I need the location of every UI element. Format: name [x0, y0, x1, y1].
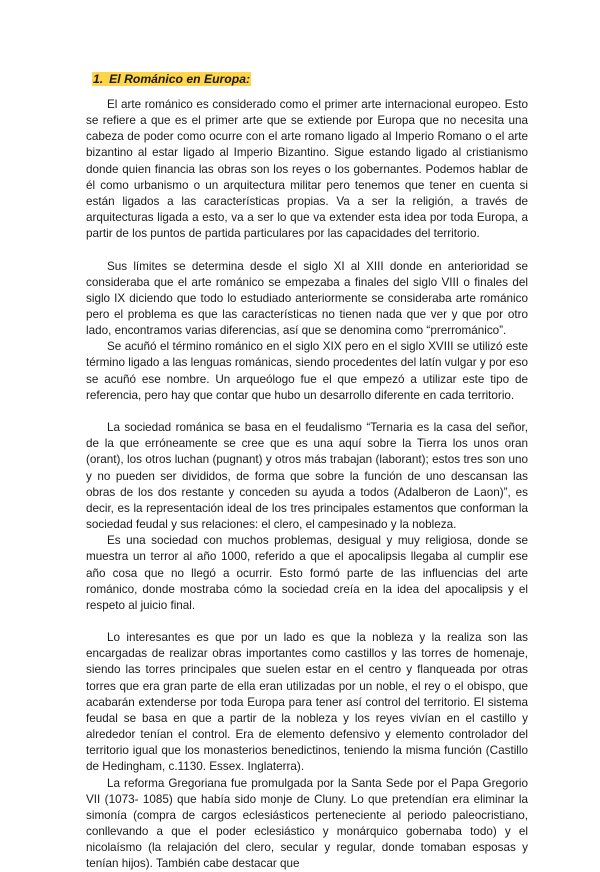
body-text [86, 97, 528, 872]
section-number: 1. [93, 72, 104, 86]
paragraph-term: Se acuñó el término románico en el siglo XIX pero en el siglo XVIII se utilizó este término ligado a las lenguas románicas, siendo procedentes del latín vulgar y por eso se acuñó ese nombre. Un arqueólogo fue el que empezó a utilizar este tipo de referencia, pero hay que contar que hubo un desarrollo diferente en cada territorio. [86, 340, 528, 402]
paragraph-nobility: Lo interesantes es que por un lado es que la nobleza y la realiza son las encargadas de realizar obras importantes como castillos y las torres de homenaje, siendo las torres principales que suelen estar en el centro y flanqueada por otras torres que era gran parte de ella eran utilizadas por un noble, el rey o el obispo, que acabarán extenderse por toda Europa para tener así control del territorio. El sistema feudal se basa en que a partir de la nobleza y los reyes vivían en el castillo y alrededor tenían el control. Era de elemento defensivo y elemento controlador del territorio igual que los monasterios benedictinos, teniendo la misma función (Castillo de Hedingham, c.1130. Essex. Inglaterra). [86, 631, 528, 774]
section-heading-highlight [92, 72, 251, 86]
paragraph-society: La sociedad románica se basa en el feudalismo “Ternaria es la casa del señor, de la que erróneamente se cree que es una aquí sobre la Tierra los unos oran (orant), los otros luchan (pugnant) y otros más trabajan (laborant); estos tres son uno y no pueden ser divididos, de forma que sobre la función de uno descansan las obras de los dos restante y conceden su ayuda a todos (Adalberon de Laon)”, es decir, es la representación ideal de los tres principales estamentos que conforman la sociedad feudal y sus relaciones: el clero, el campesinado y la nobleza. [86, 421, 528, 532]
section-heading [92, 71, 251, 87]
section-title: El Románico en Europa: [109, 72, 251, 86]
paragraph-intro: El arte románico es considerado como el primer arte internacional europeo. Esto se refiere a que es el primer arte que se extiende por Europa que no necesita una cabeza de poder como ocurre con el arte romano ligado al Imperio Romano o el arte bizantino al estar ligado al Imperio Bizantino. Sigue estando ligado al cristianismo donde quien financia las obras son los reyes o los gobernantes. Podemos hablar de él como urbanismo o un arquitectura militar pero tenemos que tener en cuenta si están ligados a las características propias. Va a ser la religión, a través de arquitecturas ligada a esto, va a ser lo que va extender esta idea por toda Europa, a partir de los puntos de partida particulares por las capacidades del territorio. [86, 98, 528, 241]
paragraph-gregorian-reform: La reforma Gregoriana fue promulgada por la Santa Sede por el Papa Gregorio VII (1073- 1085) que había sido monje de Cluny. Lo que pretendían era eliminar la simonía (compra de cargos eclesiásticos perteneciente al periodo paleocristiano, conllevando a que el poder eclesiástico y monárquico gobernaba todo) y el nicolaísmo (la relajación del clero, secular y regular, donde tomaban esposas y tenían hijos). También cabe destacar que [86, 776, 528, 871]
paragraph-apocalypse: Es una sociedad con muchos problemas, desigual y muy religiosa, donde se muestra un terror al año 1000, referido a que el apocalipsis llegaba al cumplir ese año cosa que no llegó a ocurrir. Esto formó parte de las influencias del arte románico, donde mostraba cómo la sociedad creía en la idea del apocalipsis y el respeto al juicio final. [86, 534, 528, 612]
paragraph-limits: Sus límites se determina desde el siglo XI al XIII donde en anterioridad se consideraba que el arte románico se empezaba a finales del siglo VIII o finales del siglo IX diciendo que todo lo estudiado anteriormente se consideraba arte románico pero el problema es que las características no tienen nada que ver y que por otro lado, encontramos varias diferencias, así que se denomina como “prerrománico”. [86, 259, 528, 338]
